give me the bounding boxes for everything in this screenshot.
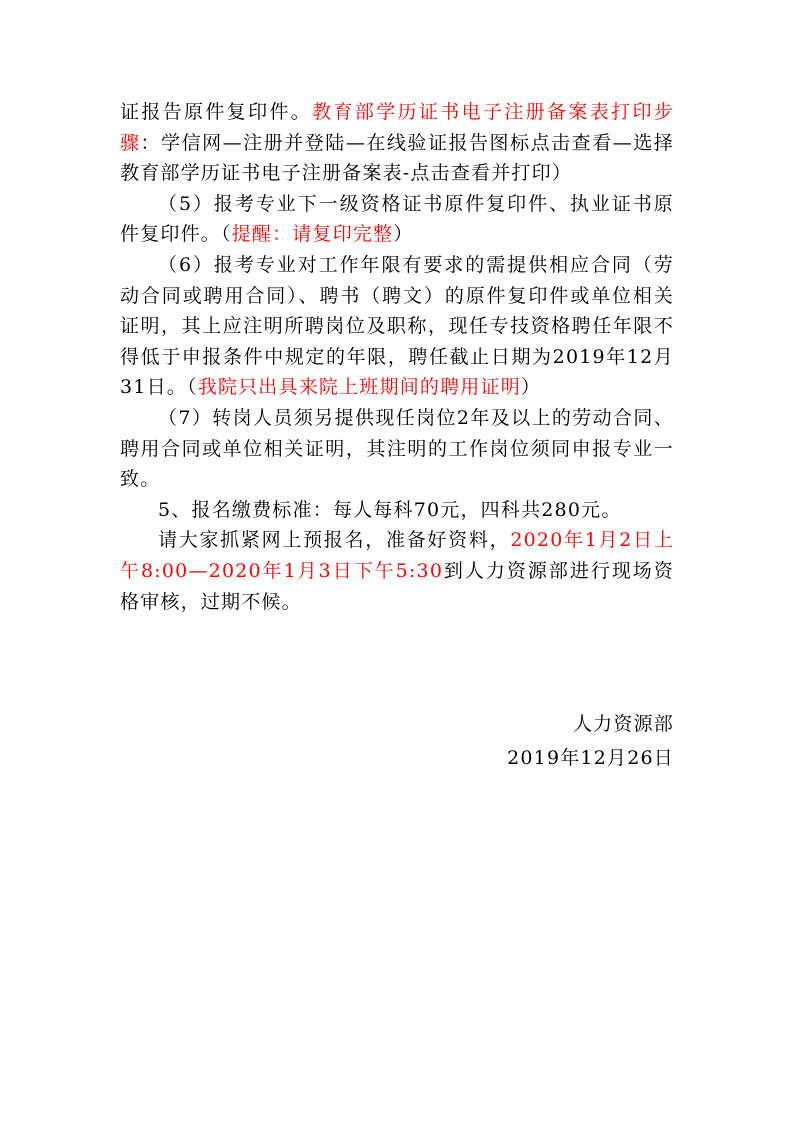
highlight-print-steps: 教育部学历证书电子注册备案表打印步骤: [120, 101, 674, 154]
paragraph-original-report: [120, 97, 674, 189]
text-segment: ：学信网—注册并登陆—在线验证报告图标点击查看—选择教育部学历证书电子注册备案表-点击查看并打印）: [120, 131, 674, 185]
highlight-review-time: 2020年1月2日上午8:00—2020年1月3日下午5:30: [120, 529, 675, 582]
paragraph-fee-standard: 5、报名缴费标准：每人每科70元，四科共280元。: [158, 498, 622, 521]
document-body: [120, 97, 674, 617]
text-segment: 请大家抓紧网上预报名，准备好资料，: [158, 529, 511, 552]
paragraph-review-notice: [120, 525, 674, 617]
signature-department: 人力资源部: [572, 713, 674, 735]
highlight-copy-reminder: 提醒：请复印完整: [231, 223, 394, 246]
paragraph-item-6: [120, 250, 674, 403]
paragraph-item-5: [120, 189, 674, 250]
text-segment: 证报告原件复印件。: [120, 101, 313, 123]
text-segment: 到人力资源部进行现场资格审核，过期不候。: [120, 559, 674, 613]
signature-date: 2019年12月26日: [507, 746, 674, 769]
highlight-employment-proof: 我院只出具来院上班期间的聘用证明: [197, 376, 521, 399]
text-segment: ）: [393, 223, 414, 246]
signature-block: [507, 708, 674, 775]
text-segment: ）: [520, 376, 542, 399]
text-segment: （5）报考专业下一级资格证书原件复印件、执业证书原件复印件。（: [120, 192, 674, 246]
paragraph-item-7: （7）转岗人员须另提供现任岗位2年及以上的劳动合同、聘用合同或单位相关证明，其注明的工作岗位须同申报专业一致。: [120, 406, 674, 491]
text-segment: （6）报考专业对工作年限有要求的需提供相应合同（劳动合同或聘用合同）、聘书（聘文）的原件复印件或单位相关证明，其上应注明所聘岗位及职称，现任专技资格聘任年限不得低于申报条件中规定的年限，聘任截止日期为2019年12月31日。（: [120, 253, 674, 399]
